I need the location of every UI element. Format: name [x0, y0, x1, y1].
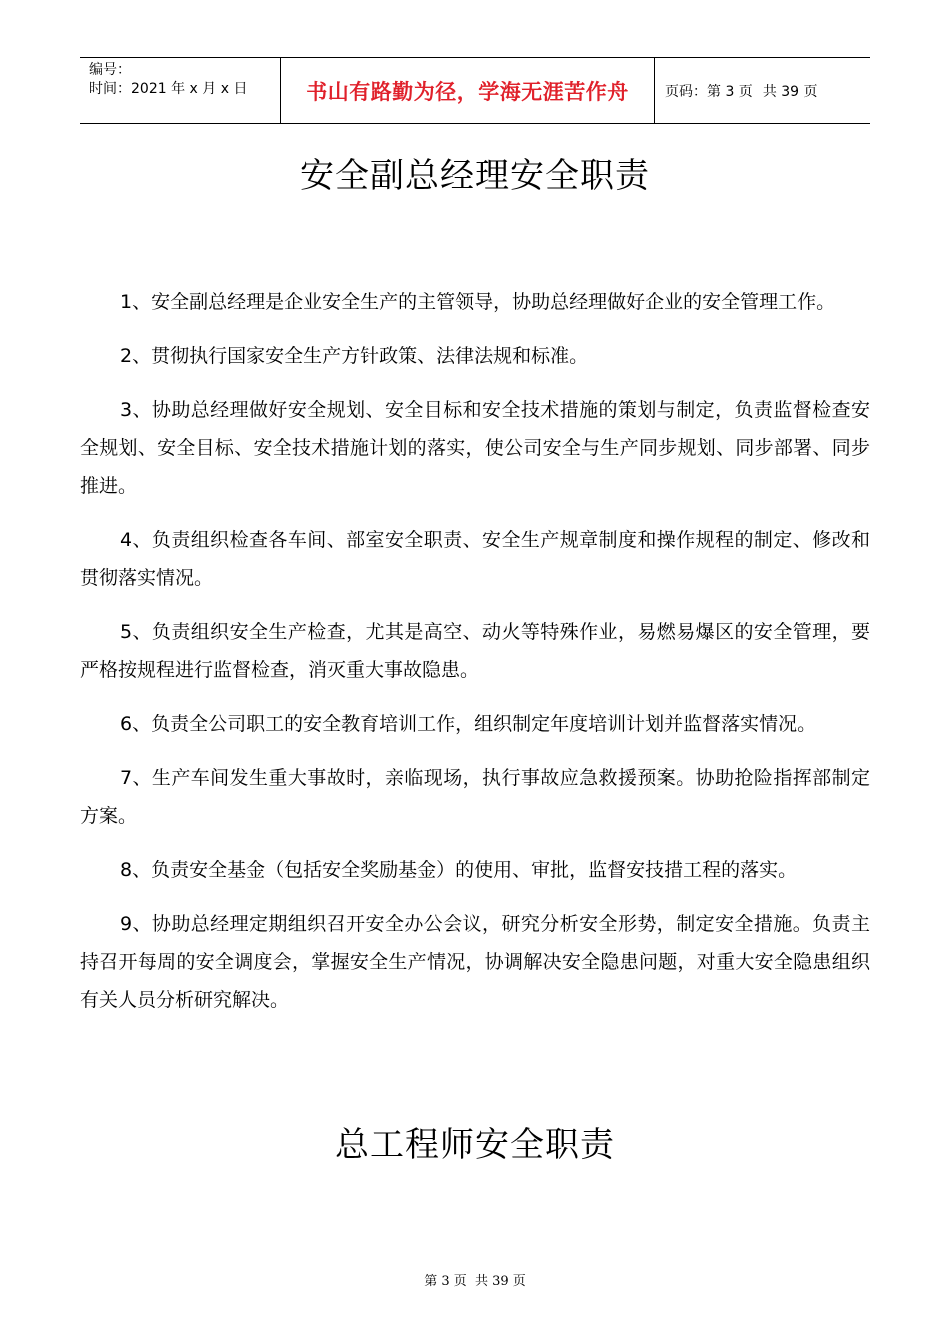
footer-page-number: 第 3 页: [424, 1274, 467, 1289]
responsibility-item: 8、负责安全基金（包括安全奖励基金）的使用、审批，监督安技措工程的落实。: [120, 859, 798, 881]
header-meta: [80, 58, 281, 123]
footer-total-pages: 共 39 页: [474, 1274, 526, 1289]
responsibility-item: 9、协助总经理定期组织召开安全办公会议，研究分析安全形势，制定安全措施。负责主持召开每周的安全调度会，掌握安全生产情况，协调解决安全隐患问题，对重大安全隐患组织有关人员分析研究解决。: [80, 913, 870, 1011]
responsibility-item: 7、生产车间发生重大事故时，亲临现场，执行事故应急救援预案。协助抢险指挥部制定方案。: [80, 767, 870, 827]
header-page-info: [655, 58, 870, 123]
page-footer: [0, 1270, 950, 1289]
responsibilities-list: [80, 283, 870, 1035]
responsibility-item: 5、负责组织安全生产检查，尤其是高空、动火等特殊作业，易燃易爆区的安全管理，要严格按规程进行监督检查，消灭重大事故隐患。: [80, 621, 870, 681]
header-motto: 书山有路勤为径，学海无涯苦作舟: [281, 58, 655, 123]
header-page-number: 页码：第 3 页: [665, 83, 753, 100]
document-number-label: 编号：: [89, 62, 131, 78]
responsibility-item: 6、负责全公司职工的安全教育培训工作，组织制定年度培训计划并监督落实情况。: [120, 713, 817, 735]
section-title-chief-engineer: 总工程师安全职责: [335, 1125, 615, 1165]
page-header: [80, 57, 870, 124]
responsibility-item: 2、贯彻执行国家安全生产方针政策、法律法规和标准。: [120, 345, 589, 367]
document-date-label: 时间：2021 年 x 月 x 日: [89, 81, 248, 97]
responsibility-item: 4、负责组织检查各车间、部室安全职责、安全生产规章制度和操作规程的制定、修改和贯彻落实情况。: [80, 529, 870, 589]
section-title-deputy-gm: 安全副总经理安全职责: [300, 156, 650, 196]
responsibility-item: 3、协助总经理做好安全规划、安全目标和安全技术措施的策划与制定，负责监督检查安全规划、安全目标、安全技术措施计划的落实，使公司安全与生产同步规划、同步部署、同步推进。: [80, 399, 870, 497]
responsibility-item: 1、安全副总经理是企业安全生产的主管领导，协助总经理做好企业的安全管理工作。: [120, 291, 836, 313]
header-total-pages: 共 39 页: [762, 83, 818, 100]
